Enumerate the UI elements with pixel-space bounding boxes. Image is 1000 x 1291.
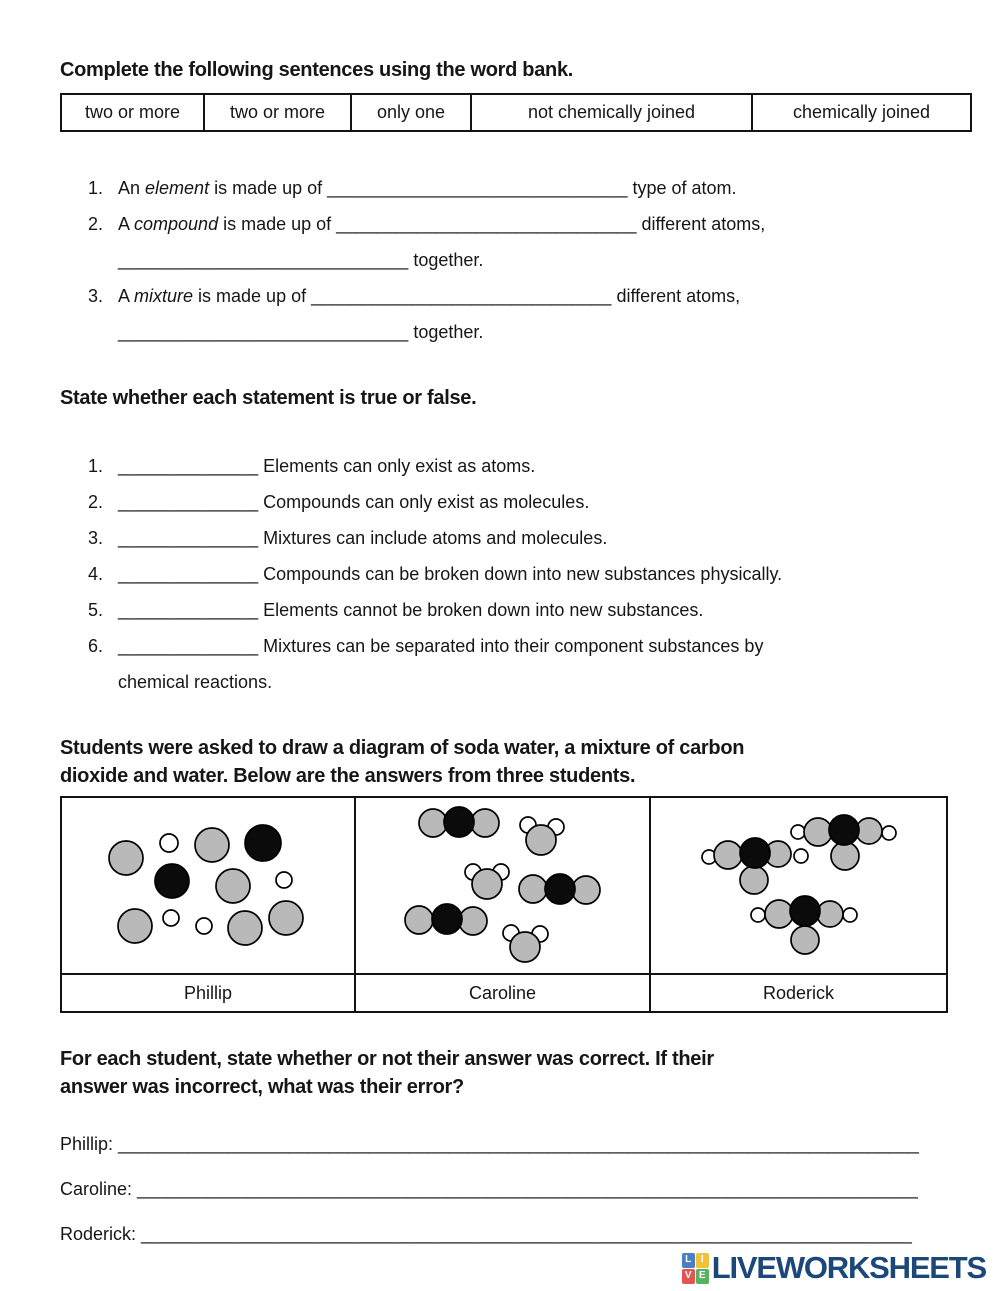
word-bank-cell[interactable]: only one — [351, 94, 471, 131]
fill-item-2 — [88, 206, 940, 242]
blank-line[interactable]: ______________ — [118, 636, 259, 656]
section3-heading — [60, 734, 940, 790]
liveworksheets-logo — [682, 1250, 986, 1286]
item-number: 3. — [88, 286, 104, 306]
item-text: A compound is made up of ______________________________ different atoms, — [118, 214, 766, 234]
heading-line: answer was incorrect, what was their error? — [60, 1076, 464, 1098]
word-bank-cell[interactable]: two or more — [61, 94, 204, 131]
molecule-diagram-caroline — [356, 798, 649, 973]
item-text: _____________________________ together. — [118, 322, 484, 342]
blank-line[interactable]: ______________________________ — [336, 214, 637, 234]
word-bank-row — [61, 94, 971, 131]
logo-square-e: E — [696, 1269, 709, 1284]
tf-item-6 — [88, 628, 940, 664]
answer-lines — [60, 1131, 940, 1266]
fill-in-list — [60, 170, 940, 350]
molecule-diagram-roderick — [651, 798, 946, 973]
blank-line[interactable]: ______________ — [118, 456, 259, 476]
student-name-caroline: Caroline — [355, 974, 650, 1012]
true-false-list — [60, 448, 940, 700]
section4-heading — [60, 1045, 940, 1101]
fill-item-1 — [88, 170, 940, 206]
heading-line: For each student, state whether or not their answer was correct. If their — [60, 1048, 714, 1070]
blank-line[interactable]: _____________________________________________________________________________ — [141, 1224, 912, 1244]
item-text: ______________ Elements can only exist as atoms. — [118, 456, 536, 476]
blank-line[interactable]: ______________ — [118, 600, 259, 620]
item-text: An element is made up of ______________________________ type of atom. — [118, 178, 737, 198]
blank-line[interactable]: ______________________________________________________________________________ — [137, 1179, 918, 1199]
tf-item-4 — [88, 556, 940, 592]
item-text: ______________ Mixtures can include atoms and molecules. — [118, 528, 608, 548]
diagram-cell-roderick — [650, 797, 947, 974]
item-text: ______________ Compounds can be broken down into new substances physically. — [118, 564, 783, 584]
item-text: chemical reactions. — [118, 672, 273, 692]
item-text: ______________ Mixtures can be separated into their component substances by — [118, 636, 764, 656]
logo-square-i: I — [696, 1253, 709, 1268]
italic-term: compound — [134, 214, 219, 234]
fill-item-2-continued — [118, 242, 940, 278]
answer-row-caroline — [60, 1176, 940, 1221]
blank-line[interactable]: ________________________________________________________________________________ — [118, 1134, 919, 1154]
heading-line: dioxide and water. Below are the answers from three students. — [60, 765, 636, 787]
item-number: 6. — [88, 636, 104, 656]
fill-item-3 — [88, 278, 940, 314]
section1-heading: Complete the following sentences using the word bank. — [60, 59, 574, 81]
item-number: 2. — [88, 214, 104, 234]
item-text: _____________________________ together. — [118, 250, 484, 270]
logo-square-l: L — [682, 1253, 695, 1268]
item-number: 2. — [88, 492, 104, 512]
word-bank-cell[interactable]: chemically joined — [752, 94, 971, 131]
student-name-row — [61, 974, 947, 1012]
heading-line: Students were asked to draw a diagram of soda water, a mixture of carbon — [60, 737, 745, 759]
student-name-phillip: Phillip — [61, 974, 355, 1012]
tf-item-5 — [88, 592, 940, 628]
word-bank-table — [60, 93, 972, 132]
diagram-cell-phillip — [61, 797, 355, 974]
item-number: 5. — [88, 600, 104, 620]
blank-line[interactable]: ______________ — [118, 528, 259, 548]
item-number: 1. — [88, 456, 104, 476]
student-name-roderick: Roderick — [650, 974, 947, 1012]
blank-line[interactable]: ______________ — [118, 492, 259, 512]
molecule-diagram-phillip — [62, 798, 354, 973]
blank-line[interactable]: ______________________________ — [327, 178, 628, 198]
item-number: 1. — [88, 178, 104, 198]
tf-item-1 — [88, 448, 940, 484]
blank-line[interactable]: ______________ — [118, 564, 259, 584]
word-bank-cell[interactable]: two or more — [204, 94, 351, 131]
answer-label: Phillip: — [60, 1134, 119, 1154]
section2-heading: State whether each statement is true or false. — [60, 387, 477, 409]
answer-label: Roderick: — [60, 1224, 142, 1244]
blank-line[interactable]: _____________________________ — [118, 322, 409, 342]
item-text: ______________ Elements cannot be broken down into new substances. — [118, 600, 704, 620]
italic-term: element — [145, 178, 210, 198]
blank-line[interactable]: ______________________________ — [311, 286, 612, 306]
student-diagrams-table — [60, 796, 948, 1013]
item-number: 4. — [88, 564, 104, 584]
item-text: ______________ Compounds can only exist as molecules. — [118, 492, 590, 512]
answer-label: Caroline: — [60, 1179, 138, 1199]
item-number: 3. — [88, 528, 104, 548]
word-bank-cell[interactable]: not chemically joined — [471, 94, 752, 131]
italic-term: mixture — [134, 286, 194, 306]
liveworksheets-wordmark: LIVEWORKSHEETS — [711, 1250, 986, 1285]
answer-row-phillip — [60, 1131, 940, 1176]
tf-item-2 — [88, 484, 940, 520]
tf-item-6-continued — [118, 664, 940, 700]
blank-line[interactable]: _____________________________ — [118, 250, 409, 270]
fill-item-3-continued — [118, 314, 940, 350]
logo-square-v: V — [682, 1269, 695, 1284]
diagram-cell-caroline — [355, 797, 650, 974]
item-text: A mixture is made up of ______________________________ different atoms, — [118, 286, 741, 306]
tf-item-3 — [88, 520, 940, 556]
diagram-row — [61, 797, 947, 974]
liveworksheets-logo-icon — [682, 1253, 709, 1284]
